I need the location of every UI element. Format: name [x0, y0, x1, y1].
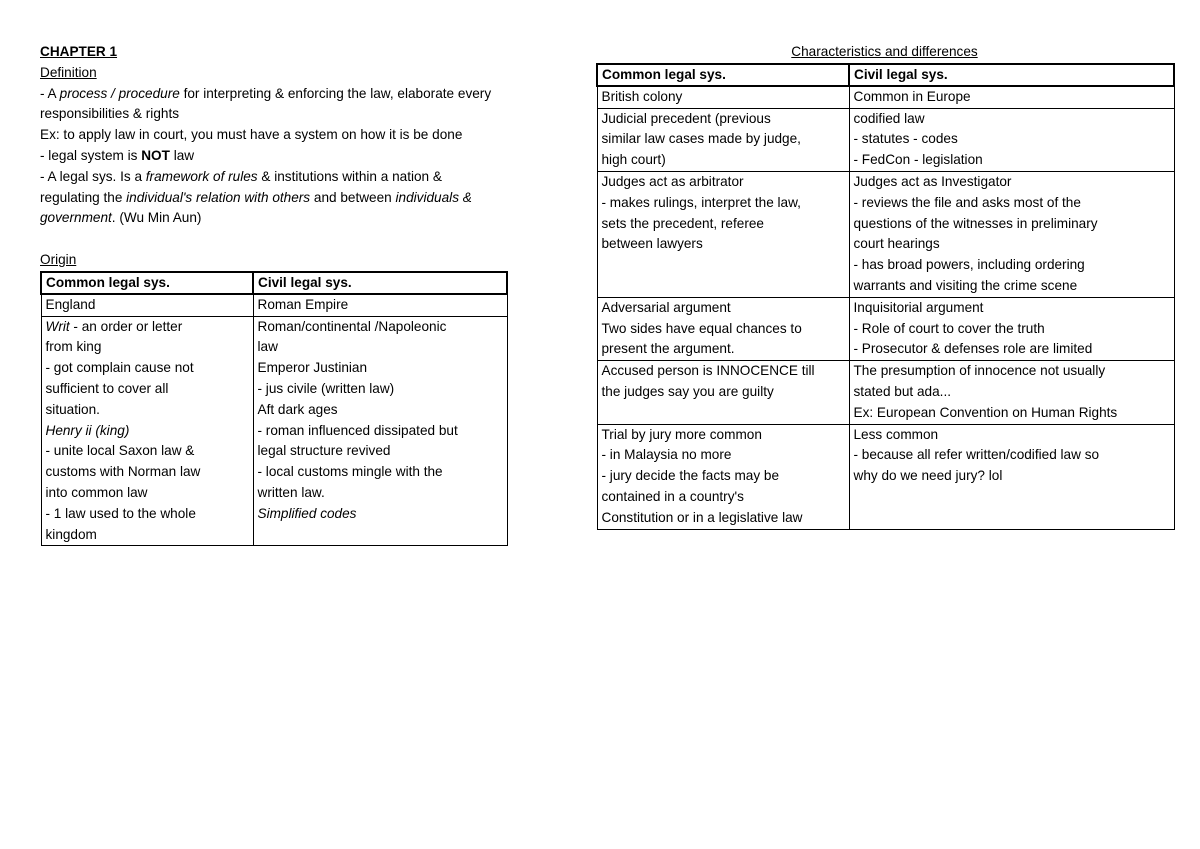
- cell-line: [46, 317, 249, 338]
- text-span: - an order or letter: [69, 318, 183, 334]
- cell-line: customs with Norman law: [45, 464, 201, 480]
- table-row: [597, 297, 1174, 360]
- cell-line: - FedCon - legislation: [853, 152, 983, 168]
- origin-table: [40, 271, 508, 547]
- bold-span: NOT: [141, 147, 170, 163]
- cell-line: Judicial precedent (previous: [601, 110, 771, 126]
- cell-line: - local customs mingle with the: [257, 464, 443, 480]
- cell-line: - Role of court to cover the truth: [853, 320, 1045, 336]
- cell-civil: [849, 108, 1174, 171]
- cell-line: Common in Europe: [853, 88, 971, 104]
- text-span: . (Wu Min Aun): [111, 210, 202, 226]
- cell-line: - got complain cause not: [45, 360, 194, 376]
- cell-line: - Prosecutor & defenses role are limited: [853, 341, 1093, 357]
- cell-civil: [849, 86, 1174, 108]
- cell-line: from king: [45, 339, 102, 355]
- cell-line: law: [257, 339, 278, 355]
- cell-line: - statutes - codes: [853, 131, 958, 147]
- cell-line: The presumption of innocence not usually: [853, 363, 1106, 379]
- definition-line: [40, 208, 580, 229]
- definition-line: [40, 146, 580, 167]
- table-row: [597, 361, 1174, 424]
- cell-line: Constitution or in a legislative law: [601, 509, 803, 525]
- definition-line: Ex: to apply law in court, you must have a system on how it is be done: [40, 127, 463, 143]
- cell-line: codified law: [853, 110, 925, 126]
- cell-civil: [849, 424, 1174, 529]
- table-row: [597, 171, 1174, 297]
- table-row: [41, 316, 507, 546]
- italic-span: individuals &: [395, 189, 472, 205]
- cell-civil: [849, 297, 1174, 360]
- cell-line: Judges act as arbitrator: [601, 173, 744, 189]
- cell-line: Adversarial argument: [601, 299, 731, 315]
- cell-line: - 1 law used to the whole: [45, 505, 196, 521]
- cell-line: warrants and visiting the crime scene: [853, 277, 1078, 293]
- definition-line: [40, 84, 580, 105]
- cell-line: - unite local Saxon law &: [45, 443, 195, 459]
- italic-span: Writ: [45, 318, 70, 334]
- cell-line: high court): [601, 152, 666, 168]
- cell-line: - jury decide the facts may be: [601, 468, 780, 484]
- cell-common: [597, 86, 849, 108]
- definition-line: [40, 188, 580, 209]
- table-header-row: [597, 64, 1174, 86]
- cell-line: - jus civile (written law): [257, 380, 395, 396]
- definition-heading: Definition: [40, 64, 97, 80]
- text-span: regulating the: [40, 189, 127, 205]
- cell-line: Henry ii (king): [45, 422, 130, 438]
- cell-line: between lawyers: [601, 236, 703, 252]
- table-header-row: [41, 272, 507, 294]
- cell-line: similar law cases made by judge,: [601, 131, 801, 147]
- spacer: [40, 229, 580, 250]
- cell-line: - roman influenced dissipated but: [257, 422, 458, 438]
- origin-heading: Origin: [40, 251, 77, 267]
- table-row: [597, 108, 1174, 171]
- cell-line: - has broad powers, including ordering: [853, 257, 1085, 273]
- cell-common: England: [41, 294, 253, 316]
- cell-line: written law.: [257, 484, 325, 500]
- header-civil: Civil legal sys.: [253, 272, 507, 294]
- left-column: [40, 42, 580, 546]
- cell-line: the judges say you are guilty: [601, 383, 774, 399]
- italic-span: process / procedure: [59, 85, 180, 101]
- cell-common: [597, 297, 849, 360]
- cell-line: Inquisitorial argument: [853, 299, 984, 315]
- cell-line: Less common: [853, 426, 939, 442]
- cell-line: stated but ada...: [853, 383, 951, 399]
- italic-span: individual's relation with others: [126, 189, 311, 205]
- cell-line: - because all refer written/codified law so: [853, 447, 1100, 463]
- cell-line: court hearings: [853, 236, 940, 252]
- cell-line: Ex: European Convention on Human Rights: [853, 404, 1118, 420]
- text-span: & institutions within a nation &: [257, 168, 442, 184]
- cell-line: Emperor Justinian: [257, 360, 368, 376]
- header-civil: Civil legal sys.: [849, 64, 1174, 86]
- cell-line: present the argument.: [601, 341, 735, 357]
- cell-civil: Roman Empire: [253, 294, 507, 316]
- chapter-heading: CHAPTER 1: [40, 44, 118, 59]
- text-span: - A legal sys. Is a: [40, 168, 146, 184]
- cell-civil: [253, 316, 507, 546]
- cell-line: legal structure revived: [257, 443, 391, 459]
- table-body: [597, 86, 1174, 529]
- text-span: - legal system is: [40, 147, 142, 163]
- cell-line: Judges act as Investigator: [853, 173, 1012, 189]
- cell-line: questions of the witnesses in preliminary: [853, 215, 1098, 231]
- italic-span: government: [40, 210, 112, 226]
- cell-line: contained in a country's: [601, 488, 744, 504]
- section-title: Characteristics and differences: [791, 44, 978, 59]
- cell-line: - in Malaysia no more: [601, 447, 732, 463]
- cell-line: Simplified codes: [257, 505, 357, 521]
- table-row: [41, 294, 507, 316]
- definition-line: [40, 167, 580, 188]
- cell-line: Two sides have equal chances to: [601, 320, 802, 336]
- cell-line: into common law: [45, 484, 148, 500]
- cell-line: Roman/continental /Napoleonic: [257, 318, 447, 334]
- cell-line: Accused person is INNOCENCE till: [601, 363, 815, 379]
- cell-civil: [849, 361, 1174, 424]
- text-span: for interpreting & enforcing the law, elaborate every: [179, 85, 492, 101]
- table-row: [597, 86, 1174, 108]
- cell-line: sets the precedent, referee: [601, 215, 764, 231]
- cell-line: situation.: [45, 401, 100, 417]
- table-row: [597, 424, 1174, 529]
- cell-line: Aft dark ages: [257, 401, 338, 417]
- header-common: Common legal sys.: [41, 272, 253, 294]
- cell-line: kingdom: [45, 526, 97, 542]
- italic-span: framework of rules: [145, 168, 258, 184]
- cell-line: why do we need jury? lol: [853, 468, 1003, 484]
- cell-common: [597, 108, 849, 171]
- cell-line: British colony: [601, 88, 683, 104]
- cell-line: sufficient to cover all: [45, 380, 169, 396]
- cell-civil: [849, 171, 1174, 297]
- cell-common: [597, 171, 849, 297]
- header-common: Common legal sys.: [597, 64, 849, 86]
- cell-common: [597, 424, 849, 529]
- characteristics-table: [596, 63, 1175, 530]
- text-span: law: [169, 147, 195, 163]
- cell-line: - makes rulings, interpret the law,: [601, 194, 801, 210]
- cell-common: [597, 361, 849, 424]
- cell-line: Trial by jury more common: [601, 426, 762, 442]
- definition-line: responsibilities & rights: [40, 106, 180, 122]
- cell-line: - reviews the file and asks most of the: [853, 194, 1081, 210]
- text-span: and between: [310, 189, 396, 205]
- cell-common: [41, 316, 253, 546]
- right-column: [596, 42, 1173, 530]
- text-span: - A: [40, 85, 60, 101]
